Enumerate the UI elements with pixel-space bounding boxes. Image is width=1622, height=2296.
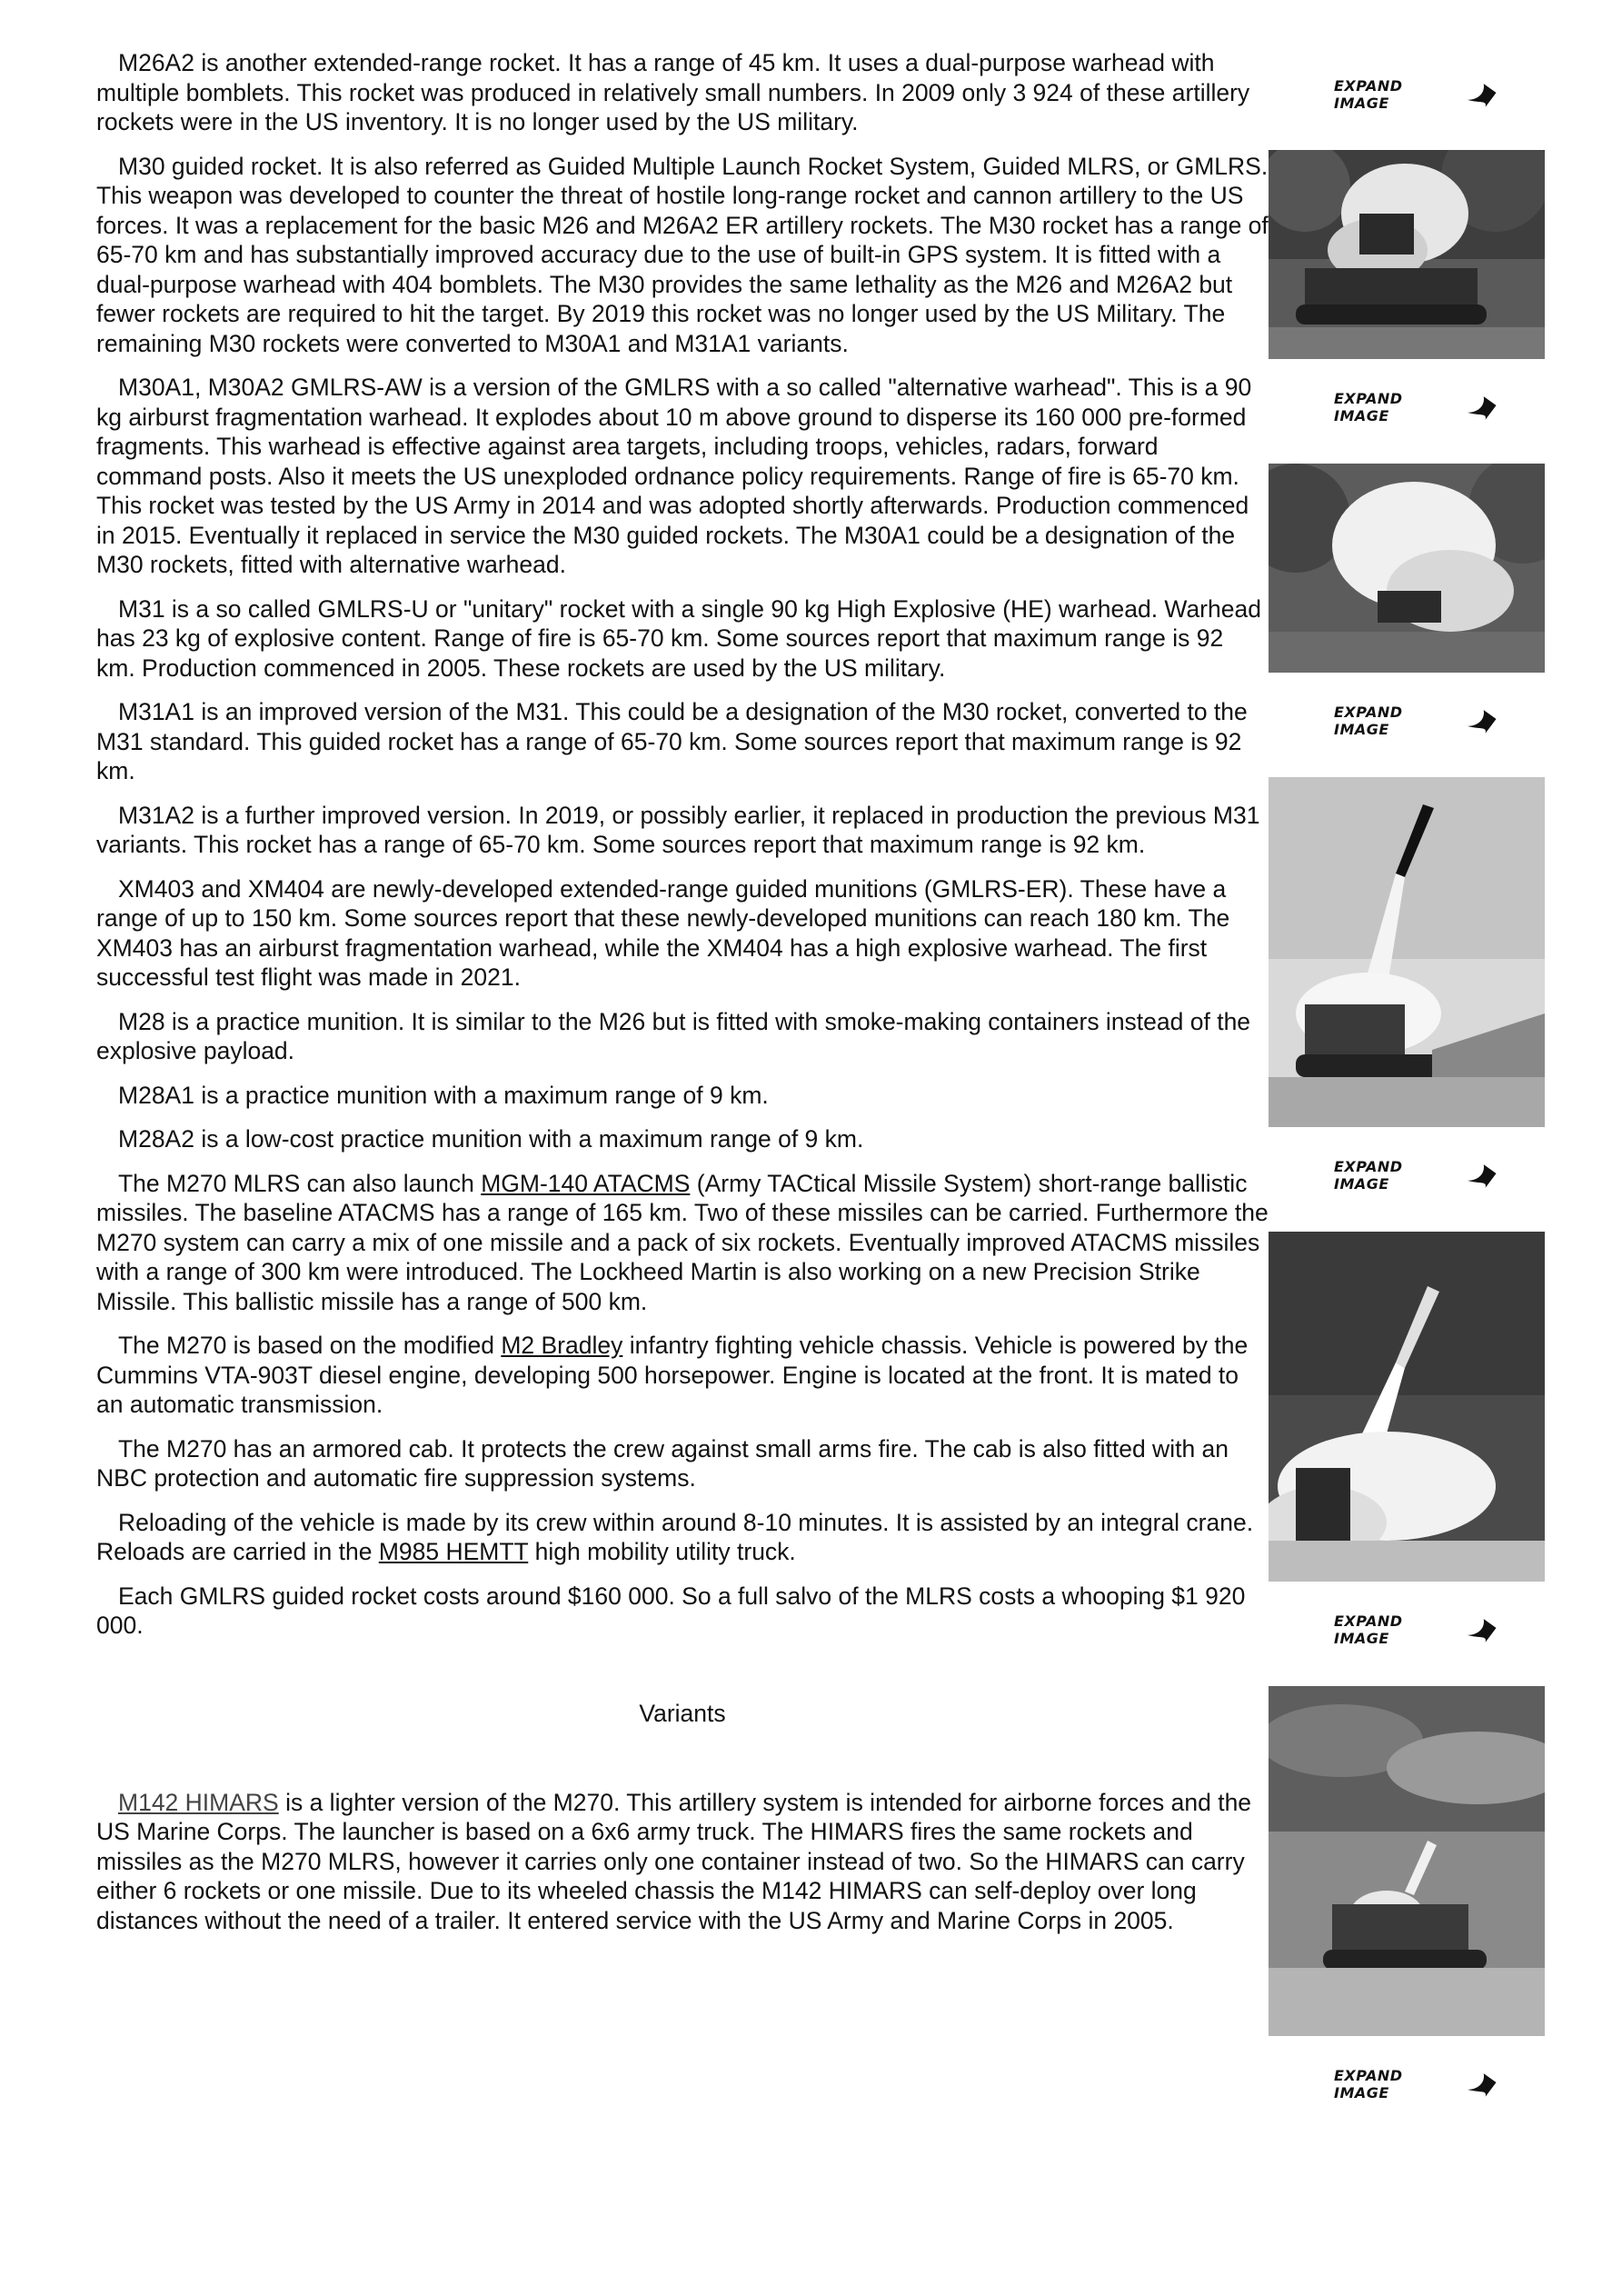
expand-image-link[interactable]: EXPAND IMAGE [1334,705,1498,736]
link-m2-bradley[interactable]: M2 Bradley [501,1332,623,1359]
paragraph-cab: The M270 has an armored cab. It protects the crew against small arms fire. The cab is also fitted with an NBC protection and automatic fire suppression systems. [96,1434,1229,1492]
paragraph-m31a2: M31A2 is a further improved version. In 2019, or possibly earlier, it replaced in production the previous M31 variants. This rocket has a range of 65-70 km. Some sources report that maximum range is 92 km. [96,801,1260,858]
expand-image-link[interactable]: EXPAND IMAGE [1334,392,1498,423]
paragraph-m31: M31 is a so called GMLRS-U or "unitary" rocket with a single 90 kg High Explosive (HE) warhead. Warhead has 23 kg of explosive content. Range of fire is 65-70 km. Some sources report that maximum range is 92 km. Production commenced in 2005. These rockets are used by the US military. [96,594,1261,682]
paragraph-m26a2: M26A2 is another extended-range rocket. It has a range of 45 km. It uses a dual-purpose warhead with multiple bomblets. This rocket was produced in relatively small numbers. In 2009 only 3 924 of these artillery rockets were in the US inventory. It is no longer used by the US military. [96,49,1250,135]
atacms-launch-photo-4[interactable] [1269,1232,1545,1582]
expand-image-link[interactable]: EXPAND IMAGE [1334,2069,1498,2100]
paragraph-m28a2: M28A2 is a low-cost practice munition with a maximum range of 9 km. [118,1125,864,1153]
swoosh-arrow-icon [1466,393,1498,422]
expand-image-link[interactable]: EXPAND IMAGE [1334,79,1498,110]
swoosh-arrow-icon [1466,1615,1498,1644]
paragraph-atacms: The M270 MLRS can also launch MGM-140 ATACMS (Army TACtical Missile System) short-range ballistic missiles. The baseline ATACMS has a range of 165 km. Two of these missiles can be carried. Furthermore the M270 system can carry a mix of one missile and a pack of six rockets. Eventually improved ATACMS missiles with a range of 300 km were introduced. The Lockheed Martin is also working on a new Precision Strike Missile. This ballistic missile has a range of 500 km. [96,1169,1269,1315]
paragraph-reloading: Reloading of the vehicle is made by its crew within around 8-10 minutes. It is assisted by an integral crane. Reloads are carried in the M985 HEMTT high mobility utility truck. [96,1508,1254,1565]
paragraph-m28: M28 is a practice munition. It is similar to the M26 but is fitted with smoke-making containers instead of the explosive payload. [96,1007,1251,1064]
paragraph-m30: M30 guided rocket. It is also referred as Guided Multiple Launch Rocket System, Guided MLRS, or GMLRS. This weapon was developed to counter the threat of hostile long-range rocket and cannon artillery to the US forces. It was a replacement for the basic M26 and M26A2 ER artillery rockets. The M30 rocket has a range of 65-70 km and has substantially improved accuracy due to the use of built-in GPS system. It is fitted with a dual-purpose warhead with 404 bomblets. The M30 provides the same lethality as the M26 and M26A2 but fewer rockets are required to hit the target. By 2019 this rocket was no longer used by the US Military. The remaining M30 rockets were converted to M30A1 and M31A1 variants. [96,152,1269,357]
paragraph-m30a1: M30A1, M30A2 GMLRS-AW is a version of the GMLRS with a so called "alternative warhead". This is a 90 kg airburst fragmentation warhead. It explodes about 10 m above ground to disperse its 160 000 pre-formed fragments. This warhead is effective against area targets, including troops, vehicles, radars, forward command posts. Also it meets the US unexploded ordnance policy requirements. Range of fire is 65-70 km. This rocket was tested by the US Army in 2014 and was adopted shortly afterwards. Production commenced in 2015. Eventually it replaced in service the M30 guided rockets. The M30A1 could be a designation of the M30 rockets, fitted with alternative warhead. [96,374,1252,578]
swoosh-arrow-icon [1466,2070,1498,2099]
link-mgm-140-atacms[interactable]: MGM-140 ATACMS [481,1169,691,1197]
swoosh-arrow-icon [1466,706,1498,735]
paragraph-m28a1: M28A1 is a practice munition with a maximum range of 9 km. [118,1081,769,1109]
expand-image-link[interactable]: EXPAND IMAGE [1334,1160,1498,1191]
link-m985-hemtt[interactable]: M985 HEMTT [378,1538,529,1565]
mlrs-launch-photo-1[interactable] [1269,150,1545,359]
link-m142-himars[interactable]: M142 HIMARS [118,1788,279,1816]
atacms-launch-photo-3[interactable] [1269,777,1545,1127]
swoosh-arrow-icon [1466,80,1498,109]
mlrs-launch-photo-2[interactable] [1269,464,1545,673]
paragraph-himars: M142 HIMARS is a lighter version of the M270. This artillery system is intended for airborne forces and the US Marine Corps. The launcher is based on a 6x6 army truck. The HIMARS fires the same rockets and missiles as the M270 MLRS, however it carries only one container instead of two. So the HIMARS can carry either 6 rockets or one missile. Due to its wheeled chassis the M142 HIMARS can self-deploy over long distances without the need of a trailer. It entered service with the US Army and Marine Corps in 2005. [96,1788,1252,1934]
paragraph-m31a1: M31A1 is an improved version of the M31. This could be a designation of the M30 rocket, converted to the M31 standard. This guided rocket has a range of 65-70 km. Some sources report that maximum range is 92 km. [96,698,1248,784]
article-text [96,48,1269,1950]
variants-heading: Variants [639,1699,726,1727]
paragraph-chassis: The M270 is based on the modified M2 Bradley infantry fighting vehicle chassis. Vehicle is powered by the Cummins VTA-903T diesel engine, developing 500 horsepower. Engine is located at the front. It is mated to an automatic transmission. [96,1332,1249,1418]
paragraph-xm403: XM403 and XM404 are newly-developed extended-range guided munitions (GMLRS-ER). These have a range of up to 150 km. Some sources report that these newly-developed munitions can reach 180 km. The XM403 has an airburst fragmentation warhead, while the XM404 has a high explosive warhead. The first successful test flight was made in 2021. [96,874,1230,991]
swoosh-arrow-icon [1466,1161,1498,1190]
atacms-launch-photo-5[interactable] [1269,1686,1545,2036]
expand-image-link[interactable]: EXPAND IMAGE [1334,1614,1498,1645]
paragraph-cost: Each GMLRS guided rocket costs around $160 000. So a full salvo of the MLRS costs a whooping $1 920 000. [96,1582,1246,1639]
